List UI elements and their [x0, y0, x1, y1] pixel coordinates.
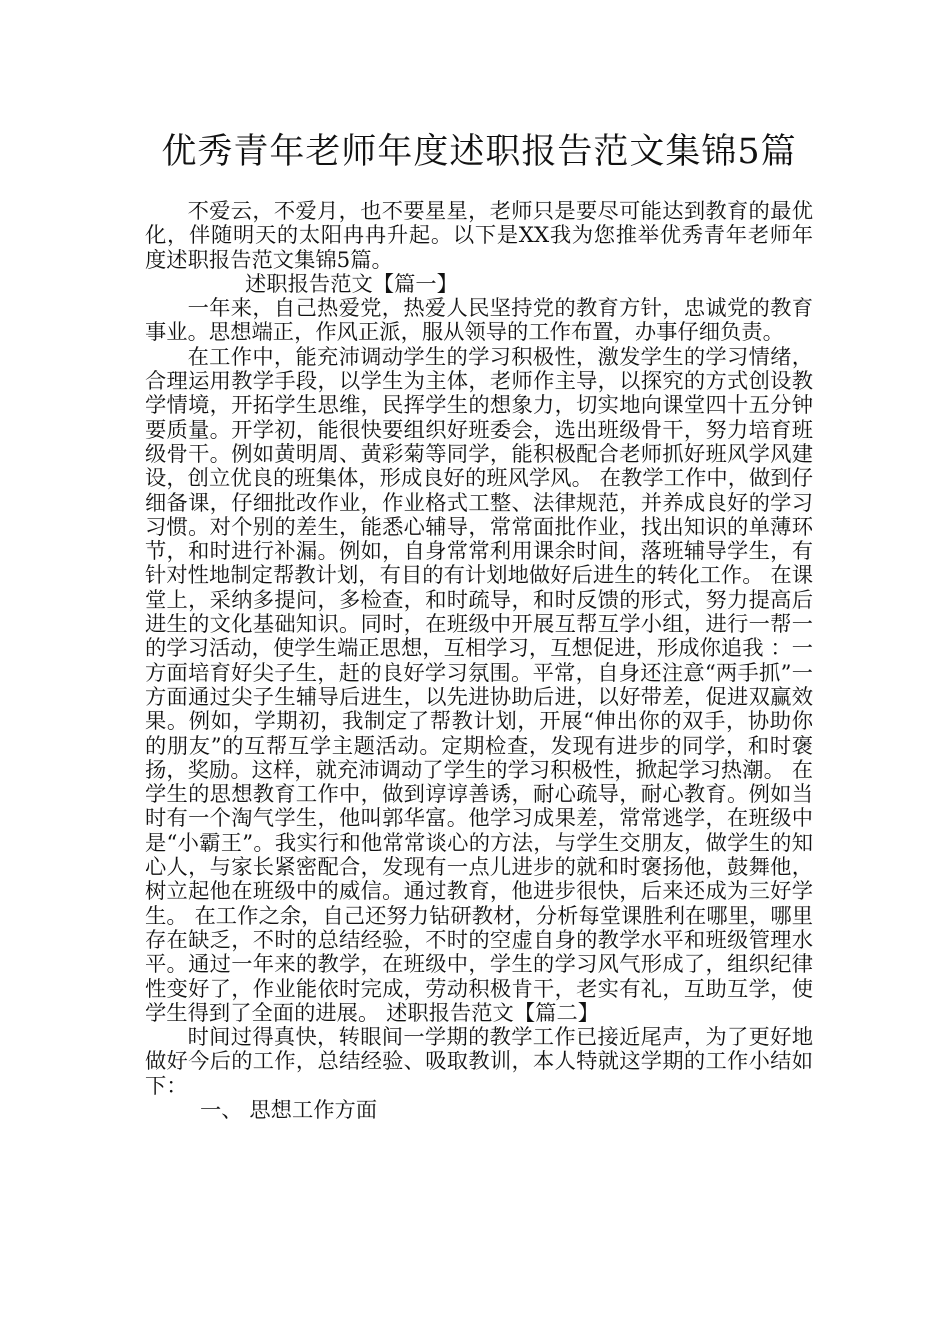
document-body — [145, 200, 813, 1123]
subsection-heading-1: 一、 思想工作方面 — [200, 1097, 378, 1123]
document-title: 优秀青年老师年度述职报告范文集锦5篇 — [161, 132, 797, 172]
paragraph-1: 一年来，自己热爱党，热爱人民坚持党的教育方针，忠诚党的教育事业。思想端正，作风正派，服从领导的工作布置，办事仔细负责。 — [145, 296, 813, 346]
paragraph-2 — [145, 346, 813, 1026]
paragraph-3: 时间过得真快，转眼间一学期的教学工作已接近尾声，为了更好地做好今后的工作，总结经验、吸取教训，本人特就这学期的工作小结如下： — [145, 1025, 813, 1099]
document-page — [145, 124, 813, 1123]
section-heading-1: 述职报告范文【篇一】 — [245, 271, 458, 297]
paragraph-2-text: 在工作中，能充沛调动学生的学习积极性，激发学生的学习情绪，合理运用教学手段，以学生为主体，老师作主导，以探究的方式创设教学情境，开拓学生思维，民挥学生的想象力，切实地向课堂四十五分钟要质量。开学初，能很快要组织好班委会，选出班级骨干，努力培育班级骨干。例如黄明周、黄彩菊等同学，能积极配合老师抓好班风学风建设，创立优良的班集体，形成良好的班风学风。 在教学工作中，做到仔细备课，仔细批改作业，作业格式工整、法律规范，并养成良好的学习习惯。对个别的差生，能悉心辅导，常常面批作业，找出知识的单薄环节，和时进行补漏。例如，自身常常利用课余时间，落班辅导学生，有针对性地制定帮教计划，有目的有计划地做好后进生的转化工作。 在课堂上，采纳多提问，多检查，和时疏导，和时反馈的形式，努力提高后进生的文化基础知识。同时，在班级中开展互帮互学小组，进行一帮一的学习活动，使学生端正思想，互相学习，互想促进，形成你追我 ：一方面培育好尖子生，赶的良好学习氛围。平常，自身还注意“两手抓”一方面通过尖子生辅导后进生，以先进协助后进，以好带差，促进双赢效果。例如，学期初，我制定了帮教计划，开展“伸出你的双手，协助你的朋友”的互帮互学主题活动。定期检查，发现有进步的同学，和时褒扬，奖励。这样，就充沛调动了学生的学习积极性，掀起学习热潮。 在学生的思想教育工作中，做到谆谆善诱，耐心疏导，耐心教育。例如当时有一个淘气学生，他叫郭华富。他学习成果差，常常逃学，在班级中是“小霸王”。我实行和他常常谈心的方法，与学生交朋友，做学生的知心人，与家长紧密配合，发现有一点儿进步的就和时褒扬他，鼓舞他，树立起他在班级中的威信。通过教育，他进步很快，后来还成为三好学生。 在工作之余，自己还努力钻研教材，分析每堂课胜利在哪里，哪里存在缺乏，不时的总结经验，不时的空虚自身的教学水平和班级管理水平。通过一年来的教学，在班级中，学生的学习风气形成了，组织纪律性变好了，作业能依时完成，劳动积极肯干，老实有礼，互助互学，使学生得到了全面的进展。 — [145, 344, 813, 1026]
section-heading-2: 述职报告范文【篇二】 — [386, 1000, 600, 1026]
intro-paragraph: 不爱云，不爱月，也不要星星，老师只是要尽可能达到教育的最优化，伴随明天的太阳冉冉升起。以下是XX我为您推举优秀青年老师年度述职报告范文集锦5篇。 — [145, 199, 813, 273]
